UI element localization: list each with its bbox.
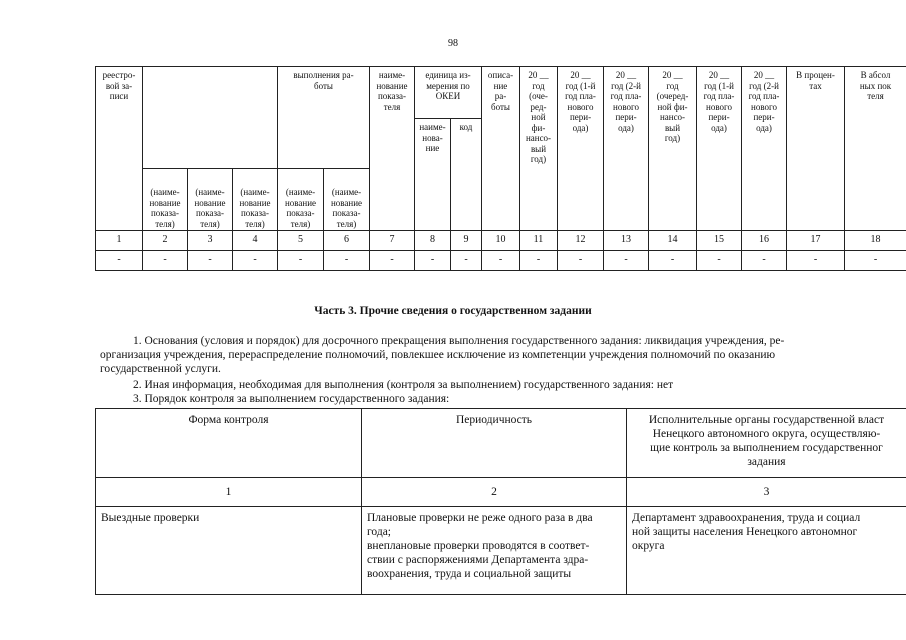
text-line: внеплановые проверки проводятся в соответ- [367, 540, 590, 552]
data-cell: - [697, 251, 742, 271]
column-number: 12 [558, 231, 604, 251]
data-cell: - [96, 251, 143, 271]
text-line: ода) [572, 122, 589, 133]
data-cell: - [324, 251, 370, 271]
data-cell: - [520, 251, 558, 271]
data-cell: - [143, 251, 188, 271]
text-line: 20 __ [662, 70, 683, 80]
text-line: ствии с распоряжениями Департамента здра- [367, 554, 589, 566]
text-line: нового [751, 101, 777, 112]
page-number: 98 [448, 38, 458, 49]
column-number: 5 [278, 231, 324, 251]
text-line: боты [314, 80, 333, 91]
text-line: нового [567, 101, 594, 112]
column-number: 6 [324, 231, 370, 251]
column-number: 17 [787, 231, 845, 251]
periodicity-cell [362, 507, 627, 595]
column-number: 1 [96, 478, 362, 507]
text-line: год (1-й [565, 80, 596, 91]
column-number: 14 [649, 231, 697, 251]
text-line: нование [194, 197, 226, 208]
text-line: пери- [753, 112, 775, 122]
performance-indicators-table [95, 66, 906, 271]
year-header-4 [649, 67, 697, 231]
control-form-header [96, 409, 362, 478]
text-line: воохранения, труда и социальной защиты [367, 568, 572, 580]
text-line: (наиме- [150, 187, 180, 197]
text-line: теля) [290, 218, 311, 229]
year-header-2 [558, 67, 604, 231]
data-cell: - [482, 251, 520, 271]
paragraph1-line: государственной услуги. [100, 363, 221, 375]
text-line: (очеред- [656, 91, 689, 101]
text-line: боты [491, 101, 510, 112]
data-cell: - [415, 251, 451, 271]
indicator-subheader-3 [233, 169, 278, 231]
column-number: 7 [370, 231, 415, 251]
text-line: Форма контроля [188, 414, 269, 426]
data-cell: - [649, 251, 697, 271]
text-line: реестро- [102, 70, 136, 80]
text-line: вый [530, 143, 547, 154]
column-number: 8 [415, 231, 451, 251]
text-line: показа- [377, 91, 407, 101]
text-line: год) [530, 154, 547, 164]
text-line: нование [149, 197, 181, 208]
registry-header [96, 67, 143, 169]
text-line: ра- [494, 91, 507, 101]
text-line: год (2-й [749, 80, 779, 91]
text-line: (оче- [529, 91, 548, 101]
data-cell: - [188, 251, 233, 271]
text-line: вый [664, 122, 681, 133]
year-header-3 [604, 67, 649, 231]
control-form-cell: Выездные проверки [96, 507, 362, 595]
text-line: нование [239, 197, 271, 208]
year-header-5 [697, 67, 742, 231]
column-number: 18 [845, 231, 906, 251]
text-line: вой за- [105, 80, 133, 91]
text-line: ной [531, 112, 546, 122]
text-line: описа- [487, 70, 514, 80]
text-line: нова- [422, 132, 443, 143]
text-line: нансо- [525, 133, 552, 143]
registry-header-blank [96, 169, 143, 231]
percent-header [787, 67, 845, 231]
text-line: год пла- [703, 91, 735, 101]
text-line: ние [425, 143, 440, 153]
text-line: В абсол [860, 70, 891, 80]
text-line: Исполнительные органы государственной власт [648, 414, 885, 426]
text-line: писи [109, 91, 129, 101]
text-line: ных пок [859, 80, 892, 91]
column-number: 16 [742, 231, 787, 251]
text-line: пери- [615, 112, 637, 122]
data-row [96, 251, 906, 271]
text-line: (наиме- [240, 187, 270, 197]
text-line: года; [367, 526, 391, 538]
text-line: показа- [332, 208, 361, 218]
text-line: мерения по [426, 80, 470, 91]
text-line: ода) [711, 122, 727, 133]
text-line: год пла- [565, 91, 596, 101]
text-line: теля) [336, 218, 357, 229]
column-number: 13 [604, 231, 649, 251]
text-line: показа- [195, 208, 225, 218]
text-line: год (2-й [611, 80, 641, 91]
column-number: 3 [188, 231, 233, 251]
indicator-name-header [370, 67, 415, 231]
text-line: ред- [530, 101, 547, 112]
paragraph1-line: 1. Основания (условия и порядок) для досрочного прекращения выполнения государственного задания: ликвидация учреждения, ре- [133, 335, 785, 347]
text-line: 20 __ [753, 70, 775, 80]
text-line: показа- [240, 208, 270, 218]
okei-name-subheader [415, 119, 451, 231]
indicator-subheader-1 [143, 169, 188, 231]
column-number: 2 [143, 231, 188, 251]
text-line: нового [706, 101, 732, 112]
column-number: 3 [627, 478, 906, 507]
work-conditions-group-header [278, 67, 370, 169]
text-line: теля [867, 91, 884, 101]
text-line: нование [330, 197, 363, 208]
column-number: 1 [96, 231, 143, 251]
text-line: (наиме- [285, 187, 316, 197]
absolute-header [845, 67, 906, 231]
text-line: Департамент здравоохранения, труда и социал [632, 512, 861, 524]
text-line: Ненецкого автономного округа, осуществляю- [652, 428, 881, 440]
text-line: единица из- [425, 70, 471, 80]
text-line: показа- [150, 208, 180, 218]
column-number: 15 [697, 231, 742, 251]
indicator-subheader-2 [188, 169, 233, 231]
text-line: нование [284, 197, 317, 208]
text-line: 20 __ [528, 70, 549, 80]
part3-heading: Часть 3. Прочие сведения о государственном задании [314, 305, 592, 317]
text-line: год (1-й [704, 80, 734, 91]
indicator-subheader-4 [278, 169, 324, 231]
data-cell: - [742, 251, 787, 271]
text-line: ОКЕИ [435, 91, 461, 101]
text-line: ние [493, 80, 508, 91]
indicator-subheader-5 [324, 169, 370, 231]
okei-header [415, 67, 482, 119]
text-line: округа [632, 540, 665, 552]
text-line: ной фи- [657, 101, 688, 112]
data-cell: - [604, 251, 649, 271]
text-line: нансо- [659, 112, 686, 122]
text-line: 20 __ [615, 70, 637, 80]
text-line: 20 __ [708, 70, 730, 80]
text-line: год [666, 80, 679, 91]
text-line: (наиме- [195, 187, 225, 197]
text-line: 20 __ [570, 70, 591, 80]
data-cell: - [787, 251, 845, 271]
text-line: год пла- [610, 91, 642, 101]
text-line: щие контроль за выполнением государственног [650, 442, 883, 454]
text-line: ода) [756, 122, 772, 133]
text-line: задания [747, 456, 786, 468]
control-order-table [95, 408, 906, 595]
column-number: 9 [451, 231, 482, 251]
content-indicator-group-header [143, 67, 278, 169]
text-line: Плановые проверки не реже одного раза в два [367, 512, 593, 524]
text-line: (наиме- [331, 187, 362, 197]
text-line: пери- [708, 112, 730, 122]
text-line: теля [383, 101, 401, 112]
authorities-header [627, 409, 906, 478]
text-line: год [532, 80, 545, 91]
data-cell: - [451, 251, 482, 271]
data-cell: - [845, 251, 906, 271]
data-cell: - [233, 251, 278, 271]
column-number: 2 [362, 478, 627, 507]
data-cell: - [278, 251, 324, 271]
data-cell: - [558, 251, 604, 271]
text-line: теля) [155, 218, 175, 229]
year-header-6 [742, 67, 787, 231]
data-cell: - [370, 251, 415, 271]
column-numbers-row [96, 231, 906, 251]
year-header-1 [520, 67, 558, 231]
text-line: нование [376, 80, 408, 91]
text-line: выполнения ра- [293, 70, 354, 80]
paragraph-other-info: 2. Иная информация, необходимая для выполнения (контроля за выполнением) государственного задания: нет [133, 379, 674, 391]
text-line: фи- [531, 122, 546, 133]
text-line: ода) [618, 122, 634, 133]
periodicity-header [362, 409, 627, 478]
paragraph1-line: организация учреждения, перераспределение полномочий, повлекшее исключение из компетенции учреждения полномочий по оказанию [100, 349, 776, 361]
text-line: ной защиты населения Ненецкого автономног [632, 526, 858, 538]
text-line: год пла- [748, 91, 780, 101]
authority-cell [627, 507, 906, 595]
okei-code-subheader: код [451, 119, 482, 231]
text-line: показа- [286, 208, 315, 218]
text-line: теля) [245, 218, 265, 229]
text-line: наиме- [419, 122, 446, 132]
text-line: Периодичность [455, 414, 533, 426]
column-number: 11 [520, 231, 558, 251]
text-line: теля) [200, 218, 220, 229]
text-line: нового [613, 101, 639, 112]
paragraph-control-order: 3. Порядок контроля за выполнением государственного задания: [133, 393, 450, 405]
column-number: 4 [233, 231, 278, 251]
text-line: наиме- [378, 70, 406, 80]
text-line: пери- [569, 112, 592, 122]
text-line: тах [809, 80, 822, 91]
paragraph-termination-grounds [100, 334, 870, 376]
text-line: год) [664, 133, 681, 143]
text-line: В процен- [796, 70, 835, 80]
work-description-header [482, 67, 520, 231]
column-number: 10 [482, 231, 520, 251]
